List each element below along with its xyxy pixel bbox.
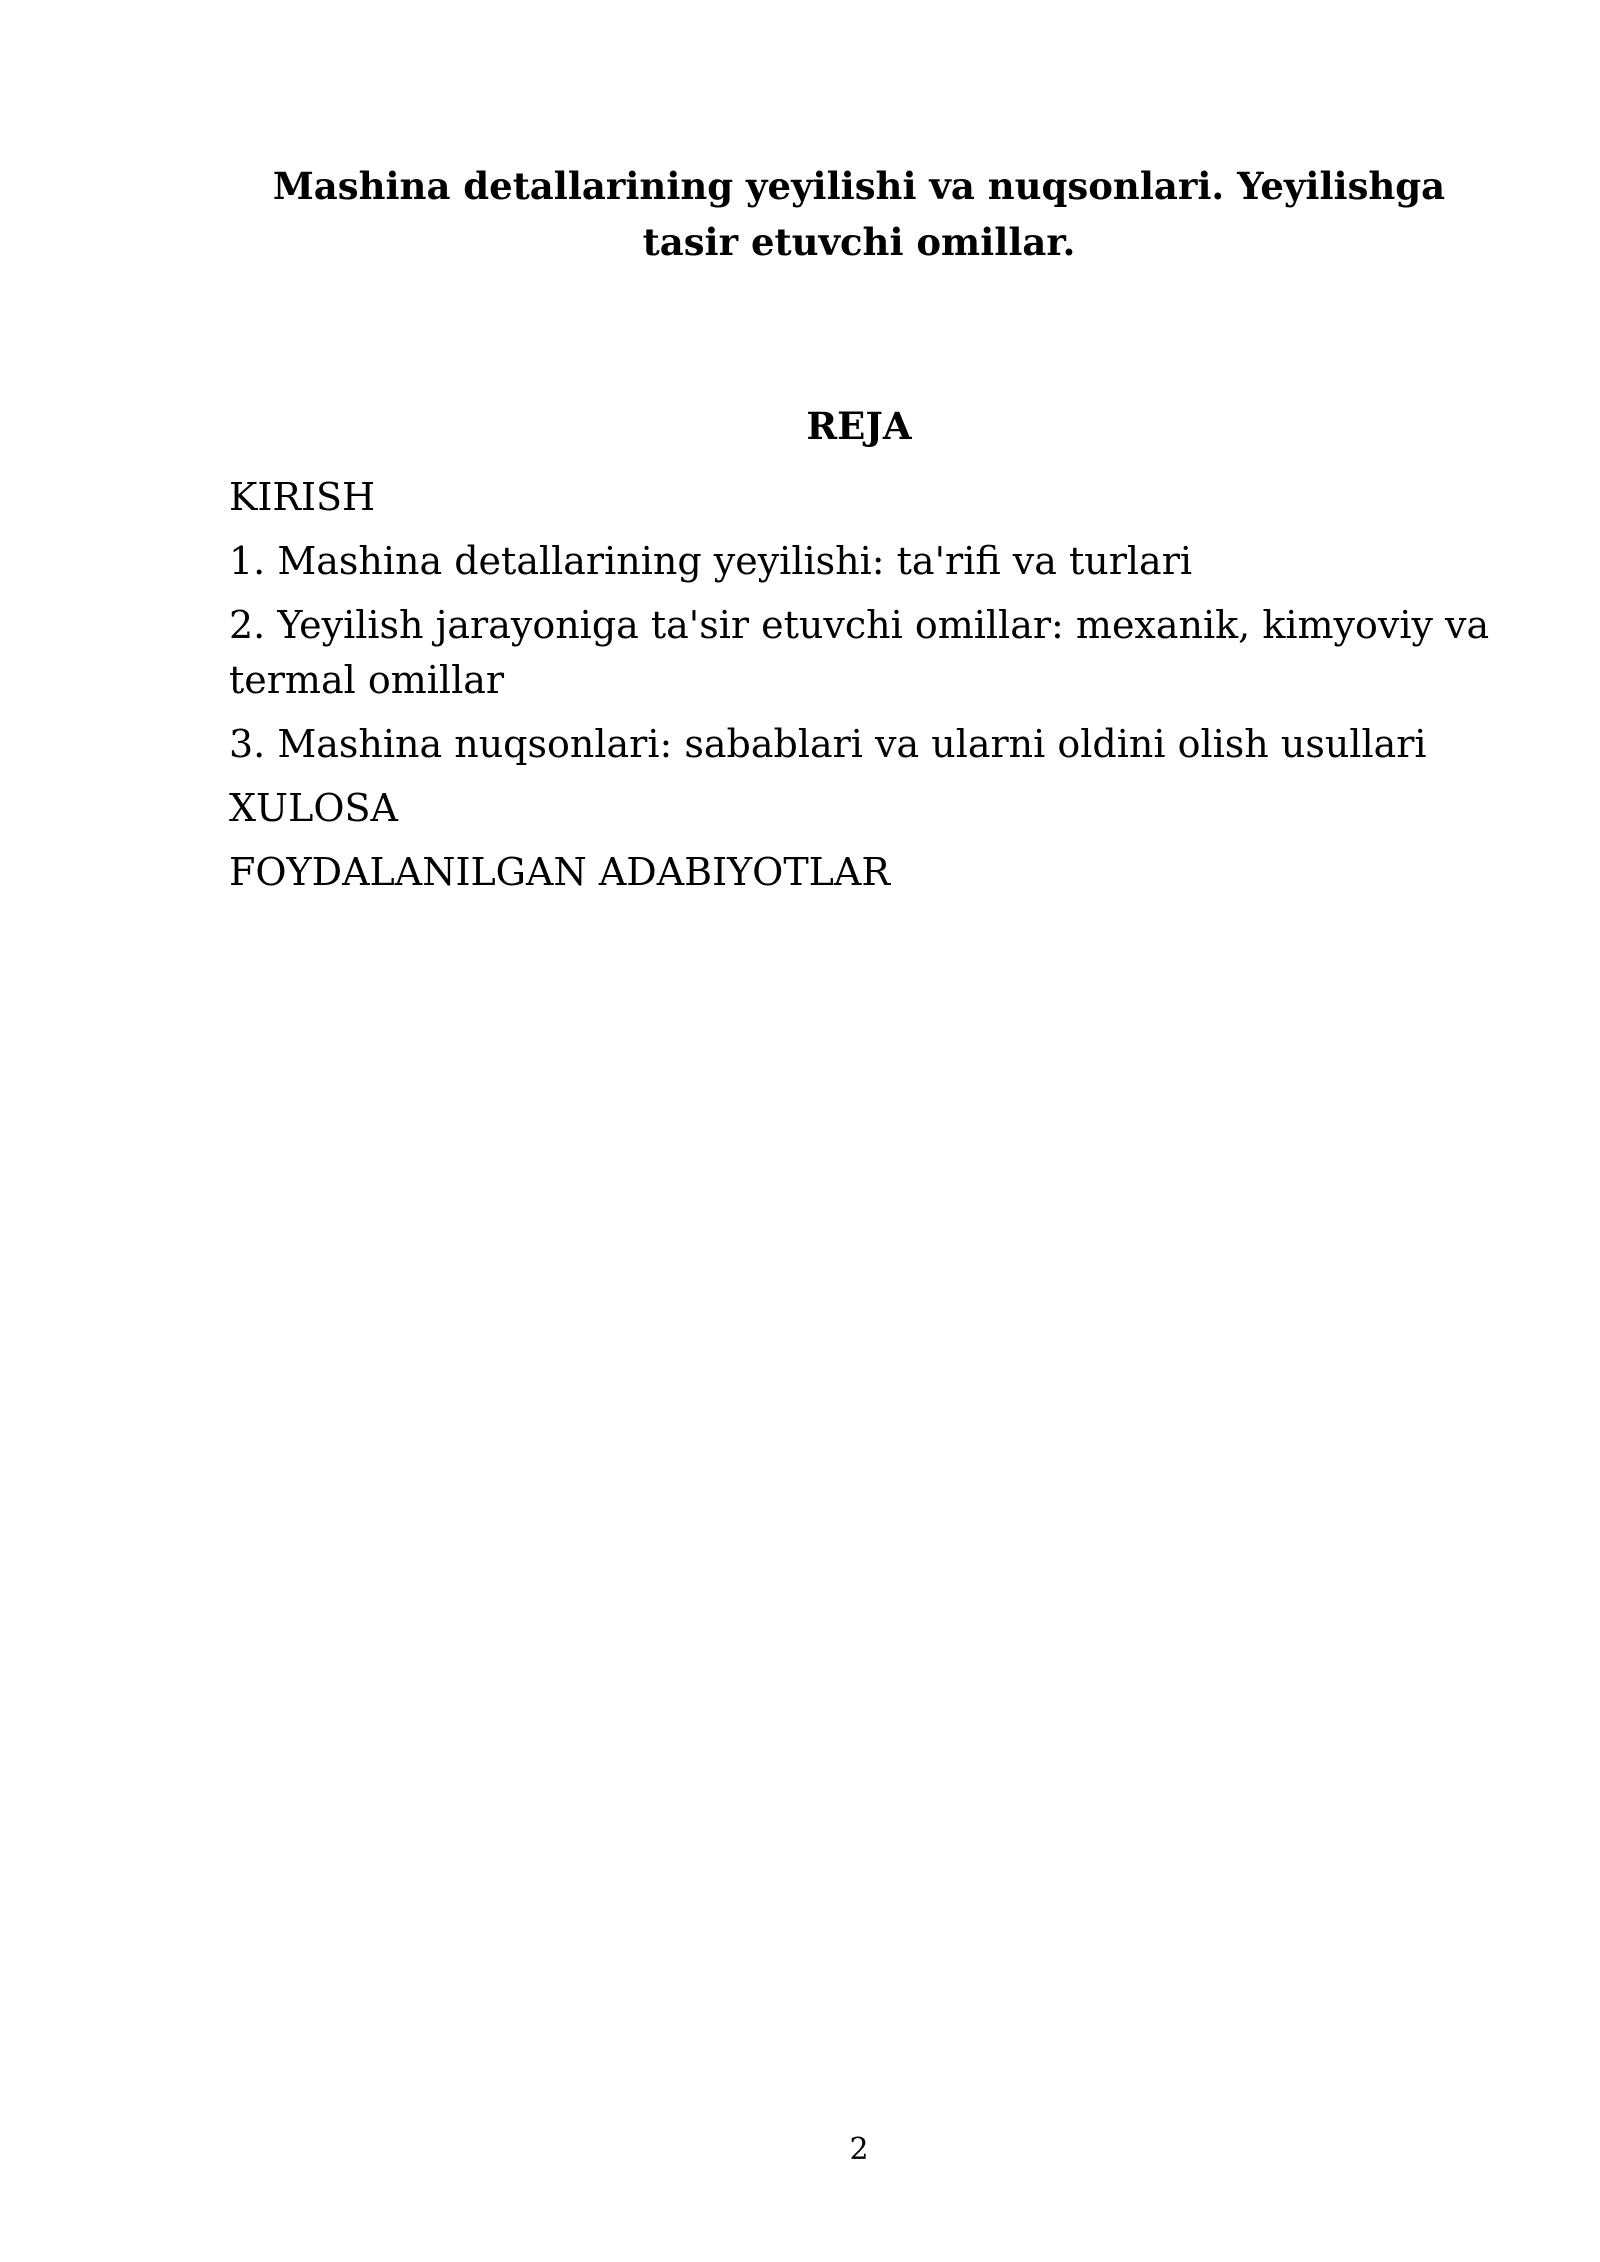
plan-heading: REJA [806,404,912,448]
page-number: 2 [849,2132,869,2167]
plan-item-3: 3. Mashina nuqsonlari: sabablari va ularni oldini olish usullari [229,722,1427,766]
plan-list [229,470,1499,909]
plan-item-intro: KIRISH [229,475,376,519]
plan-item-conclusion: XULOSA [229,786,398,830]
document-title: Mashina detallarining yeyilishi va nuqsonlari. Yeyilishga tasir etuvchi omillar. [272,164,1446,264]
plan-item-1: 1. Mashina detallarining yeyilishi: ta'rifi va turlari [229,539,1193,583]
plan-item-references: FOYDALANILGAN ADABIYOTLAR [229,850,890,894]
plan-item-2: 2. Yeyilish jarayoniga ta'sir etuvchi omillar: mexanik, kimyoviy va termal omillar [229,603,1490,702]
